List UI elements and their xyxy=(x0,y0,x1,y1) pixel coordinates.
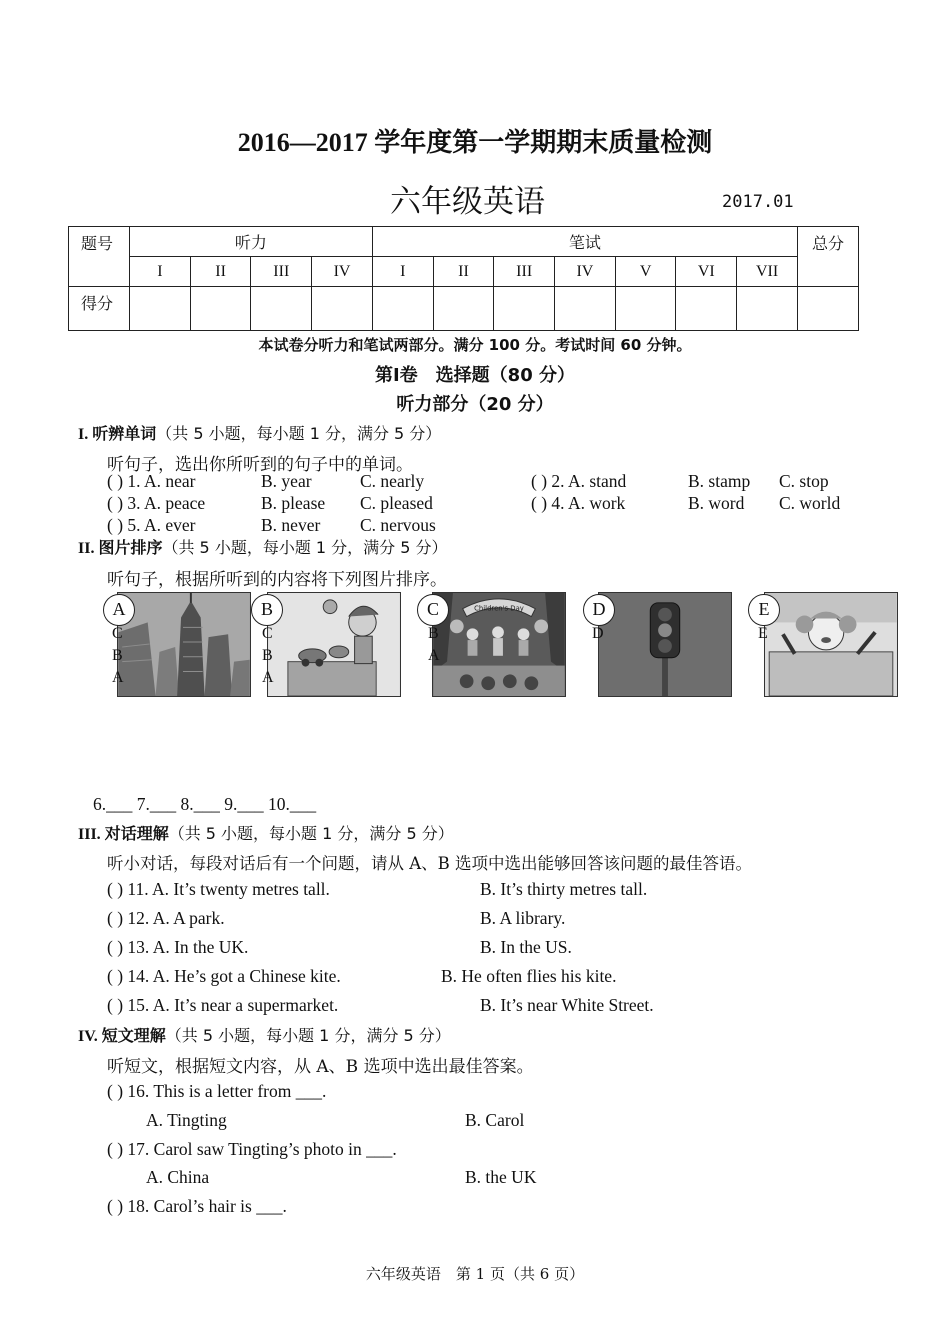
section-number: IV. xyxy=(78,1028,98,1045)
stack-letter: C xyxy=(262,625,273,642)
writing-part: II xyxy=(433,257,494,287)
question-18: ( ) 18. Carol’s hair is ___. xyxy=(107,1196,287,1216)
question-3: ( ) 3. A. peace xyxy=(107,493,206,513)
question-11: ( ) 11. A. It’s twenty metres tall. xyxy=(107,879,330,899)
score-cell[interactable] xyxy=(737,287,798,331)
picture-stack-d xyxy=(592,623,604,645)
option-b: B. never xyxy=(261,515,321,535)
option-c: C. pleased xyxy=(360,493,433,513)
section-2-heading xyxy=(78,535,448,558)
score-cell[interactable] xyxy=(190,287,251,331)
picture-label-e: E xyxy=(748,594,780,626)
section-name: 对话理解 xyxy=(104,824,169,843)
option-c: C. world xyxy=(779,493,841,513)
skyscraper-illustration xyxy=(118,593,250,696)
option-c: C. nearly xyxy=(360,471,425,491)
stage-banner-text: Children's Day xyxy=(474,604,524,613)
section-number: III. xyxy=(78,826,101,843)
stack-letter: D xyxy=(592,625,604,642)
score-cell[interactable] xyxy=(676,287,737,331)
stack-letter: C xyxy=(112,625,123,642)
waking-girl-illustration xyxy=(765,593,897,696)
listening-part: I xyxy=(130,257,191,287)
group-listening: 听力 xyxy=(130,227,373,257)
writing-part: IV xyxy=(555,257,616,287)
stack-letter: A xyxy=(262,669,274,686)
question-2: ( ) 2. A. stand xyxy=(531,471,627,491)
option-b: B. the UK xyxy=(465,1167,537,1187)
score-cell[interactable] xyxy=(130,287,191,331)
picture-stack-a xyxy=(112,623,124,689)
section-number: II. xyxy=(78,540,95,557)
writing-part: VII xyxy=(737,257,798,287)
score-cell[interactable] xyxy=(615,287,676,331)
option-b: B. He often flies his kite. xyxy=(441,966,617,986)
option-a: A. Tingting xyxy=(146,1110,227,1130)
question-4: ( ) 4. A. work xyxy=(531,493,626,513)
section-meta: （共 5 小题，每小题 1 分，满分 5 分） xyxy=(168,824,454,843)
question-12: ( ) 12. A. A park. xyxy=(107,908,225,928)
section-number: I. xyxy=(78,426,89,443)
option-b: B. It’s thirty metres tall. xyxy=(480,879,648,899)
section-2-instruction: 听句子，根据所听到的内容将下列图片排序。 xyxy=(107,570,447,590)
option-b: B. please xyxy=(261,493,326,513)
picture-b xyxy=(267,592,401,697)
writing-part: V xyxy=(615,257,676,287)
score-cell[interactable] xyxy=(251,287,312,331)
picture-stack-e xyxy=(758,623,768,645)
option-a: A. China xyxy=(146,1167,210,1187)
option-b: B. word xyxy=(688,493,745,513)
option-c: C. stop xyxy=(779,471,829,491)
picture-label-b: B xyxy=(251,594,283,626)
section-3-instruction: 听小对话，每段对话后有一个问题，请从 A、B 选项中选出能够回答该问题的最佳答语。 xyxy=(107,854,753,873)
option-c: C. nervous xyxy=(360,515,436,535)
exam-note: 本试卷分听力和笔试两部分。满分 100 分。考试时间 60 分钟。 xyxy=(258,336,692,354)
traffic-light-illustration xyxy=(599,593,731,696)
section-meta: （共 5 小题，每小题 1 分，满分 5 分） xyxy=(156,424,442,443)
stack-letter: A xyxy=(112,669,124,686)
stack-letter: E xyxy=(758,625,768,642)
listening-part: III xyxy=(251,257,312,287)
picture-label-d: D xyxy=(583,594,615,626)
score-cell[interactable] xyxy=(312,287,373,331)
group-writing: 笔试 xyxy=(372,227,797,257)
question-13: ( ) 13. A. In the UK. xyxy=(107,937,249,957)
section-meta: （共 5 小题，每小题 1 分，满分 5 分） xyxy=(165,1026,451,1045)
stack-letter: B xyxy=(262,647,273,664)
childrens-day-stage-illustration xyxy=(433,593,565,696)
picture-a xyxy=(117,592,251,697)
question-14: ( ) 14. A. He’s got a Chinese kite. xyxy=(107,966,341,986)
question-1: ( ) 1. A. near xyxy=(107,471,196,491)
section-4-instruction: 听短文，根据短文内容，从 A、B 选项中选出最佳答案。 xyxy=(107,1057,534,1077)
picture-stack-c xyxy=(428,623,440,667)
exam-title: 2016—2017 学年度第一学期期末质量检测 xyxy=(237,128,713,157)
section-name: 图片排序 xyxy=(98,538,163,557)
total-header: 总分 xyxy=(798,227,859,287)
stack-letter: B xyxy=(428,625,439,642)
row-label-score: 得分 xyxy=(69,287,130,331)
listening-part: II xyxy=(190,257,251,287)
listening-part: IV xyxy=(312,257,373,287)
section-4-heading xyxy=(78,1023,451,1046)
section-3-heading xyxy=(78,821,454,844)
section-meta: （共 5 小题，每小题 1 分，满分 5 分） xyxy=(162,538,448,557)
option-b: B. year xyxy=(261,471,312,491)
score-cell[interactable] xyxy=(372,287,433,331)
writing-part: III xyxy=(494,257,555,287)
writing-part: I xyxy=(372,257,433,287)
option-b: B. Carol xyxy=(465,1110,525,1130)
question-17: ( ) 17. Carol saw Tingting’s photo in ___. xyxy=(107,1139,397,1159)
page-footer: 六年级英语 第 1 页（共 6 页） xyxy=(365,1265,585,1283)
section-name: 听辨单词 xyxy=(92,424,157,443)
exam-date: 2017.01 xyxy=(722,192,794,212)
toy-shop-illustration xyxy=(268,593,400,696)
score-cell[interactable] xyxy=(555,287,616,331)
picture-d xyxy=(598,592,732,697)
writing-part: VI xyxy=(676,257,737,287)
section-1-instruction: 听句子，选出你所听到的句子中的单词。 xyxy=(107,455,413,475)
score-table xyxy=(68,226,859,331)
section-1-heading xyxy=(78,421,441,444)
score-cell[interactable] xyxy=(433,287,494,331)
question-15: ( ) 15. A. It’s near a supermarket. xyxy=(107,995,339,1015)
listening-heading: 听力部分（20 分） xyxy=(396,394,554,415)
option-b: B. It’s near White Street. xyxy=(480,995,654,1015)
picture-label-c: C xyxy=(417,594,449,626)
score-cell[interactable] xyxy=(494,287,555,331)
exam-subtitle: 六年级英语 xyxy=(390,184,545,220)
stack-letter: A xyxy=(428,647,440,664)
picture-e xyxy=(764,592,898,697)
section-name: 短文理解 xyxy=(101,1026,166,1045)
score-cell[interactable] xyxy=(798,287,859,331)
question-5: ( ) 5. A. ever xyxy=(107,515,196,535)
ordering-blanks[interactable]: 6.___ 7.___ 8.___ 9.___ 10.___ xyxy=(93,794,317,814)
option-b: B. In the US. xyxy=(480,937,572,957)
option-b: B. stamp xyxy=(688,471,751,491)
question-16: ( ) 16. This is a letter from ___. xyxy=(107,1081,327,1101)
picture-c xyxy=(432,592,566,697)
stack-letter: B xyxy=(112,647,123,664)
picture-label-a: A xyxy=(103,594,135,626)
option-b: B. A library. xyxy=(480,908,566,928)
row-label-number: 题号 xyxy=(69,227,130,287)
volume-heading: 第Ⅰ卷 选择题（80 分） xyxy=(374,365,575,386)
picture-stack-b xyxy=(262,623,274,689)
